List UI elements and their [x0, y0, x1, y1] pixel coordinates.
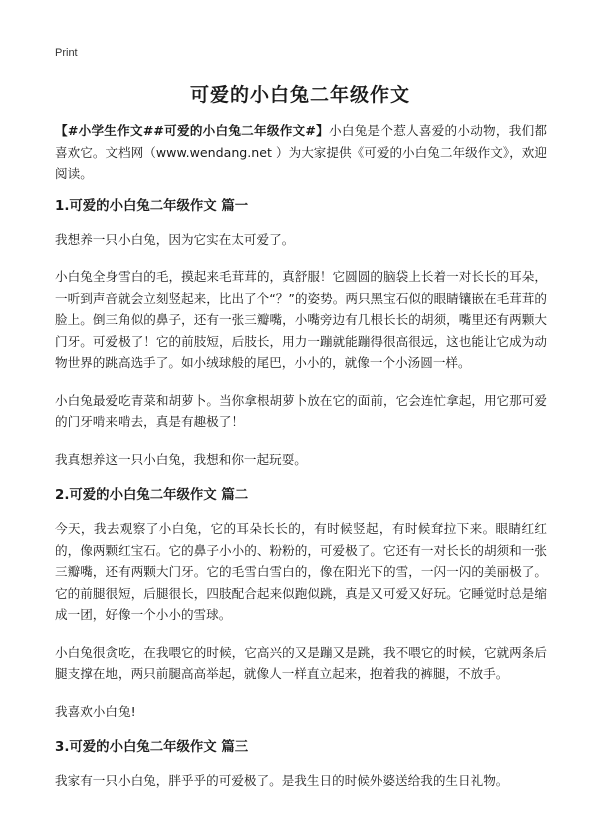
section-2-paragraph-2: 小白兔很贪吃，在我喂它的时候，它高兴的又是蹦又是跳，我不喂它的时候，它就两条后腿支撑在地，两只前腿高高举起，就像人一样直立起来，抱着我的裤腿，不放手。 — [55, 644, 547, 681]
section-heading-1: 1.可爱的小白兔二年级作文 篇一 — [55, 198, 249, 214]
document-content — [55, 120, 547, 808]
section-1-paragraph-2: 小白兔全身雪白的毛，摸起来毛茸茸的，真舒服！它圆圆的脑袋上长着一对长长的耳朵，一听到声音就会立刻竖起来，比出了个“？”的姿势。两只黑宝石似的眼睛镶嵌在毛茸茸的脸上。倒三角似的鼻子，还有一张三瓣嘴，小嘴旁边有几根长长的胡须，嘴里还有两颗大门牙。可爱极了！它的前肢短，后肢长，用力一蹦就能蹦得很高很远，这也能让它成为动物世界的跳高选手了。如小绒球般的尾巴，小小的，就像一个小汤圆一样。 — [55, 269, 547, 370]
section-heading-3: 3.可爱的小白兔二年级作文 篇三 — [55, 740, 249, 755]
section-1-paragraph-1: 我想养一只小白兔，因为它实在太可爱了。 — [55, 231, 295, 247]
section-3-paragraph-1: 我家有一只小白兔，胖乎乎的可爱极了。是我生日的时候外婆送给我的生日礼物。 — [55, 773, 509, 788]
intro-text: 小白兔是个惹人喜爱的小动物，我们都喜欢它。文档网（www.wendang.net ）为大家提供《可爱的小白兔二年级作文》，欢迎阅读。 — [55, 123, 548, 181]
print-link[interactable]: Print — [55, 47, 78, 59]
section-1-paragraph-3: 小白兔最爱吃青菜和胡萝卜。当你拿根胡萝卜放在它的面前，它会连忙拿起，用它那可爱的门牙啃来啃去，真是有趣极了！ — [55, 392, 547, 429]
intro-paragraph — [55, 120, 547, 185]
section-2-paragraph-3: 我喜欢小白兔! — [55, 703, 136, 719]
section-1-paragraph-4: 我真想养这一只小白兔，我想和你一起玩耍。 — [55, 451, 307, 467]
section-2-paragraph-1: 今天，我去观察了小白兔，它的耳朵长长的，有时候竖起，有时候耷拉下来。眼睛红红的，像两颗红宝石。它的鼻子小小的、粉粉的，可爱极了。它还有一对长长的胡须和一张三瓣嘴，还有两颗大门牙。它的毛雪白雪白的，像在阳光下的雪，一闪一闪的美丽极了。它的前腿很短，后腿很长，四肢配合起来似跑似跳，真是又可爱又好玩。它睡觉时总是缩成一团，好像一个小小的雪球。 — [55, 521, 547, 622]
document-title: 可爱的小白兔二年级作文 — [189, 84, 410, 106]
section-heading-2: 2.可爱的小白兔二年级作文 篇二 — [55, 488, 249, 503]
intro-tag: 【#小学生作文##可爱的小白兔二年级作文#】 — [55, 123, 330, 138]
